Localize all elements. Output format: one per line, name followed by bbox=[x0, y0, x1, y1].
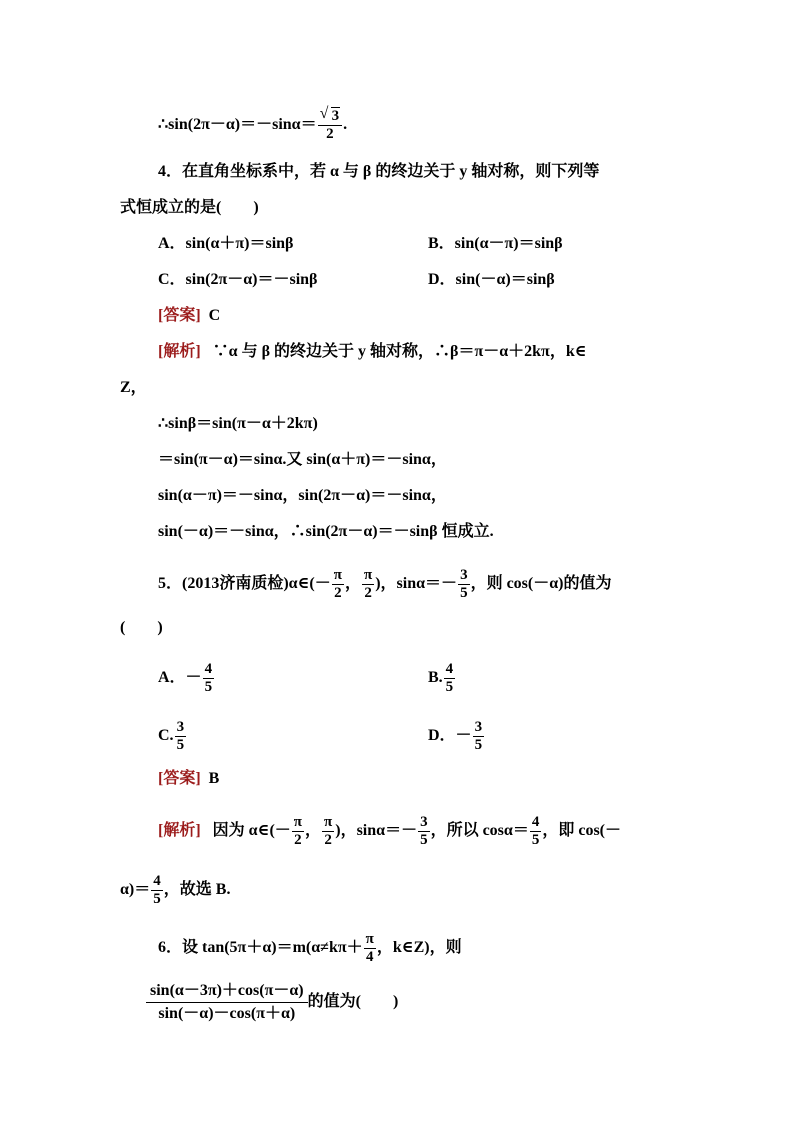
option-d: D．－ $\frac{3}{5}$ bbox=[428, 719, 483, 753]
question-6-stem: 6．设 tan(5π＋α)＝m(α≠kπ＋ $\frac{\pi}{4}$ ，k∈Z)，则 bbox=[158, 931, 462, 965]
question-4-stem-cont: 式恒成立的是( ) bbox=[120, 199, 259, 216]
solution-line: ∴sinβ＝sin(π－α＋2kπ) bbox=[158, 415, 318, 432]
fraction: √ 3 2 bbox=[318, 108, 343, 143]
solution-line: sin(α－π)＝－sinα，sin(2π－α)＝－sinα， bbox=[158, 487, 447, 504]
solution-line: Z， bbox=[120, 379, 147, 396]
fraction: $\frac{\pi}{2}$ bbox=[333, 567, 342, 601]
option-c: C. $\frac{3}{5}$ bbox=[158, 719, 185, 753]
option-c: C．sin(2π－α)＝－sinβ bbox=[158, 271, 318, 288]
option-a: A．－ $\frac{4}{5}$ bbox=[158, 661, 213, 695]
answer-value: C bbox=[208, 307, 221, 324]
solution-label: [解析] bbox=[158, 343, 201, 360]
option-d: D．sin(－α)＝sinβ bbox=[428, 271, 555, 288]
answer-label: [答案] bbox=[158, 770, 201, 787]
solution-line: [解析] ∵α 与 β 的终边关于 y 轴对称，∴β＝π－α＋2kπ，k∈ bbox=[158, 343, 587, 360]
solution-line: sin(－α)＝－sinα，∴sin(2π－α)＝－sinβ 恒成立. bbox=[158, 523, 494, 540]
answer-line bbox=[158, 306, 220, 326]
equation-line: ∴sin(2π－α)＝－sinα＝ √ 3 2 . bbox=[158, 105, 348, 142]
answer-value: B bbox=[208, 770, 220, 787]
fraction: $\frac{\pi}{2}$ bbox=[364, 567, 373, 601]
fraction: $\frac{3}{5}$ bbox=[460, 567, 468, 601]
solution-label: [解析] bbox=[158, 822, 201, 840]
big-fraction: $\frac{\sin(\alpha-3\pi)+\cos(\pi-\alpha)}{\sin(-\alpha)-\cos(\pi+\alpha)}$ bbox=[146, 980, 308, 1025]
answer-label: [答案] bbox=[158, 307, 201, 324]
solution-line: [解析] 因为 α∈(－ $\frac{\pi}{2}$ ， $\frac{\pi}{2}$ )，sinα＝－ $\frac{3}{5}$ ，所以 cosα＝ $\frac{4}{5}$ ，即 cos(－ bbox=[158, 814, 622, 848]
question-6-expression: $\frac{\sin(\alpha-3\pi)+\cos(\pi-\alpha)}{\sin(-\alpha)-\cos(\pi+\alpha)}$ 的值为( ) bbox=[146, 980, 398, 1025]
solution-line: α)＝ $\frac{4}{5}$ ，故选 B. bbox=[120, 873, 231, 907]
option-b: B. $\frac{4}{5}$ bbox=[428, 661, 454, 695]
option-b: B．sin(α－π)＝sinβ bbox=[428, 235, 563, 252]
question-5-stem: 5．(2013济南质检)α∈(－ $\frac{\pi}{2}$ ， $\frac{\pi}{2}$ )，sinα＝－ $\frac{3}{5}$ ，则 cos(－α)的值为 bbox=[158, 567, 612, 601]
answer-line bbox=[158, 769, 219, 789]
question-5-paren: ( ) bbox=[120, 619, 163, 636]
question-4-stem: 4．在直角坐标系中，若 α 与 β 的终边关于 y 轴对称，则下列等 bbox=[158, 163, 600, 180]
solution-line: ＝sin(π－α)＝sinα.又 sin(α＋π)＝－sinα， bbox=[158, 451, 447, 468]
option-a: A．sin(α＋π)＝sinβ bbox=[158, 235, 294, 252]
